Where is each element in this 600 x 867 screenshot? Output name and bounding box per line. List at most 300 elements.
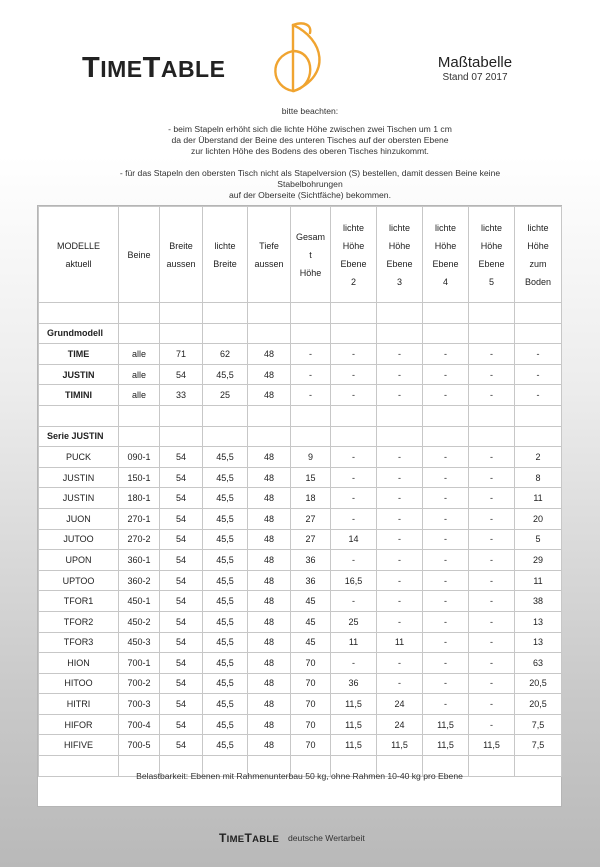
section-title: Grundmodell (39, 323, 119, 344)
table-cell: - (377, 673, 423, 694)
table-cell (377, 405, 423, 426)
model-name-cell: HITRI (39, 694, 119, 715)
model-name-cell: JUSTIN (39, 488, 119, 509)
table-cell: - (331, 467, 377, 488)
table-cell: alle (119, 364, 160, 385)
table-cell: 180-1 (119, 488, 160, 509)
table-cell: 48 (248, 673, 291, 694)
header-text: aktuell (65, 258, 92, 269)
table-row (39, 570, 562, 591)
brand-rest-2: ABLE (160, 56, 226, 82)
header-text: zum (529, 258, 547, 269)
table-cell: - (377, 508, 423, 529)
table-cell (39, 303, 119, 324)
table-cell: - (377, 344, 423, 365)
table-body (39, 303, 562, 777)
table-cell: - (423, 488, 469, 509)
table-cell (515, 426, 562, 447)
table-cell: 270-2 (119, 529, 160, 550)
table-cell: 15 (291, 467, 331, 488)
table-row (39, 508, 562, 529)
table-cell: 090-1 (119, 447, 160, 468)
table-cell: - (423, 591, 469, 612)
table-row-spacer (39, 303, 562, 324)
table-cell: - (469, 488, 515, 509)
table-cell: 11 (331, 632, 377, 653)
header-text: aussen (166, 258, 196, 269)
table-cell: 48 (248, 467, 291, 488)
table-cell: 11,5 (331, 735, 377, 756)
table-cell: - (423, 632, 469, 653)
header-cell (160, 207, 203, 303)
notes-heading: bitte beachten: (281, 106, 339, 116)
table-cell (423, 323, 469, 344)
table-cell: 48 (248, 611, 291, 632)
table-cell: 11 (515, 570, 562, 591)
table-cell: - (377, 364, 423, 385)
header-text: Höhe (434, 240, 457, 251)
table-row (39, 344, 562, 365)
table-cell (331, 405, 377, 426)
table-cell: - (331, 385, 377, 406)
brand-logo-text (82, 52, 225, 85)
table-cell: 45,5 (203, 529, 248, 550)
table-cell: 450-1 (119, 591, 160, 612)
table-cell (423, 303, 469, 324)
header-text: Beine (127, 249, 151, 260)
table-cell: - (377, 591, 423, 612)
table-cell (469, 426, 515, 447)
table-row (39, 529, 562, 550)
table-cell: 45 (291, 611, 331, 632)
table-cell: 54 (160, 735, 203, 756)
model-name-cell: TFOR2 (39, 611, 119, 632)
table-cell: - (469, 570, 515, 591)
table-cell: - (331, 550, 377, 571)
table-cell: 7,5 (515, 714, 562, 735)
table-cell: 36 (291, 570, 331, 591)
table-cell (160, 426, 203, 447)
table-cell (423, 426, 469, 447)
table-cell: - (423, 447, 469, 468)
table-cell: - (291, 344, 331, 365)
header-text: lichte (527, 222, 549, 233)
table-cell: 54 (160, 632, 203, 653)
table-cell: - (331, 591, 377, 612)
table-row (39, 550, 562, 571)
header-text: Höhe (527, 240, 549, 251)
table-cell: 63 (515, 653, 562, 674)
model-name-cell: PUCK (39, 447, 119, 468)
table-cell: - (331, 364, 377, 385)
table-cell: 45,5 (203, 632, 248, 653)
note-stacking-top: - für das Stapeln den obersten Tisch nicht als Stapelversion (S) bestellen, damit dessen Beine keine Stabelbohrungen auf der Oberseite (Sichtfäche) bekommen. (119, 168, 501, 200)
table-cell: - (469, 653, 515, 674)
table-cell (119, 426, 160, 447)
header-text: Ebene (478, 258, 505, 269)
table-cell: 11,5 (331, 694, 377, 715)
table-cell (291, 323, 331, 344)
model-name-cell: TFOR1 (39, 591, 119, 612)
brand-initial-2: T (142, 52, 161, 84)
table-cell: 48 (248, 529, 291, 550)
table-cell (119, 405, 160, 426)
table-row (39, 714, 562, 735)
table-cell: 18 (291, 488, 331, 509)
table-cell (469, 303, 515, 324)
table-cell: - (423, 673, 469, 694)
table-cell (248, 323, 291, 344)
header-text: Ebene (340, 258, 367, 269)
model-name-cell: JUSTIN (39, 364, 119, 385)
table-cell: - (469, 364, 515, 385)
header-text: Höhe (480, 240, 503, 251)
table-cell: - (423, 344, 469, 365)
table-cell: 48 (248, 694, 291, 715)
table-cell (469, 405, 515, 426)
table-cell: - (469, 591, 515, 612)
table-cell: 36 (331, 673, 377, 694)
section-title: Serie JUSTIN (39, 426, 119, 447)
table-cell (515, 323, 562, 344)
table-cell: - (469, 344, 515, 365)
model-name-cell: JUTOO (39, 529, 119, 550)
model-name-cell: UPTOO (39, 570, 119, 591)
table-cell: 45,5 (203, 570, 248, 591)
table-row (39, 735, 562, 756)
table-cell: 54 (160, 364, 203, 385)
brand-initial-1: T (82, 52, 101, 84)
header-cell (423, 207, 469, 303)
table-cell: 54 (160, 447, 203, 468)
table-cell: 54 (160, 694, 203, 715)
table-cell: 33 (160, 385, 203, 406)
table-cell: 48 (248, 550, 291, 571)
table-cell: 700-1 (119, 653, 160, 674)
table-cell: 14 (331, 529, 377, 550)
table-cell: - (423, 694, 469, 715)
table-cell: - (377, 467, 423, 488)
header-text: 4 (442, 276, 448, 287)
table-cell (291, 303, 331, 324)
table-cell (469, 323, 515, 344)
table-row (39, 447, 562, 468)
table-cell: 20,5 (515, 694, 562, 715)
table-cell: 27 (291, 529, 331, 550)
table-cell: 360-1 (119, 550, 160, 571)
table-cell: 54 (160, 570, 203, 591)
table-cell (515, 405, 562, 426)
table-cell: alle (119, 344, 160, 365)
table-cell: - (377, 529, 423, 550)
model-name-cell: HIFIVE (39, 735, 119, 756)
table-cell (331, 426, 377, 447)
table-cell: 54 (160, 467, 203, 488)
header-cell (248, 207, 291, 303)
table-cell: 45,5 (203, 508, 248, 529)
table-cell (160, 303, 203, 324)
table-cell: 11,5 (469, 735, 515, 756)
header-text: lichte (480, 222, 502, 233)
table-row (39, 632, 562, 653)
table-cell: - (377, 488, 423, 509)
footer-tagline: deutsche Wertarbeit (288, 833, 365, 843)
table-cell (377, 323, 423, 344)
table-cell: 54 (160, 488, 203, 509)
table-cell (377, 303, 423, 324)
table-cell: - (377, 570, 423, 591)
header-text: lichte (342, 222, 364, 233)
table-cell: 45,5 (203, 611, 248, 632)
table-cell: 150-1 (119, 467, 160, 488)
header-text: 3 (396, 276, 402, 287)
table-cell (377, 426, 423, 447)
header-text: lichte (434, 222, 456, 233)
table-cell (160, 405, 203, 426)
table-cell (203, 323, 248, 344)
section-row (39, 426, 562, 447)
table-cell (248, 303, 291, 324)
table-cell: 270-1 (119, 508, 160, 529)
document-title: Maßtabelle (437, 54, 513, 71)
table-cell: 450-2 (119, 611, 160, 632)
header-text: Tiefe (259, 240, 279, 251)
table-cell: - (423, 611, 469, 632)
table-cell: - (331, 508, 377, 529)
table-cell: 11,5 (377, 735, 423, 756)
table-cell: 360-2 (119, 570, 160, 591)
table-cell: 24 (377, 694, 423, 715)
model-name-cell: JUON (39, 508, 119, 529)
header-cell (291, 207, 331, 303)
table-cell: 11,5 (423, 714, 469, 735)
table-row (39, 385, 562, 406)
table-row (39, 364, 562, 385)
table-cell: 700-5 (119, 735, 160, 756)
table-cell: 54 (160, 508, 203, 529)
table-cell: 54 (160, 653, 203, 674)
table-cell: 48 (248, 632, 291, 653)
table-cell: - (469, 529, 515, 550)
table-cell: 13 (515, 632, 562, 653)
timetable-logo-icon (264, 15, 334, 95)
table-cell: 45,5 (203, 653, 248, 674)
table-cell: - (469, 673, 515, 694)
table-cell: 70 (291, 653, 331, 674)
table-cell: 25 (331, 611, 377, 632)
table-cell: 48 (248, 364, 291, 385)
table-cell: - (331, 653, 377, 674)
model-name-cell: TIME (39, 344, 119, 365)
table-cell (291, 405, 331, 426)
model-name-cell: HITOO (39, 673, 119, 694)
header-text: Höhe (342, 240, 365, 251)
table-cell: 45 (291, 591, 331, 612)
table-cell: - (331, 447, 377, 468)
table-cell: 45,5 (203, 591, 248, 612)
table-cell: - (469, 694, 515, 715)
table-cell: - (515, 385, 562, 406)
table-cell: 70 (291, 714, 331, 735)
model-name-cell: TIMINI (39, 385, 119, 406)
table-cell: 45,5 (203, 488, 248, 509)
table-cell: 70 (291, 735, 331, 756)
table-cell: 48 (248, 714, 291, 735)
table-cell: 62 (203, 344, 248, 365)
table-row (39, 488, 562, 509)
table-cell: 700-3 (119, 694, 160, 715)
table-row (39, 653, 562, 674)
header-text: Breite (169, 240, 193, 251)
table-cell: 45,5 (203, 447, 248, 468)
document-date: Stand 07 2017 (442, 72, 508, 83)
table-cell: 20 (515, 508, 562, 529)
table-cell: 700-4 (119, 714, 160, 735)
table-cell: 2 (515, 447, 562, 468)
model-name-cell: TFOR3 (39, 632, 119, 653)
model-name-cell: JUSTIN (39, 467, 119, 488)
table-cell: 48 (248, 488, 291, 509)
table-cell: 71 (160, 344, 203, 365)
header-text: Ebene (432, 258, 459, 269)
header-cell (203, 207, 248, 303)
header-text: 5 (488, 276, 494, 287)
table-cell: - (423, 385, 469, 406)
table-cell: - (423, 529, 469, 550)
model-name-cell: HIFOR (39, 714, 119, 735)
table-cell (515, 303, 562, 324)
table-cell: - (423, 570, 469, 591)
model-name-cell: HION (39, 653, 119, 674)
table-cell: 45,5 (203, 694, 248, 715)
table-cell (160, 323, 203, 344)
table-cell (203, 303, 248, 324)
header-text: lichte (214, 240, 236, 251)
brand-rest-1: IME (100, 56, 143, 82)
table-cell: 11,5 (423, 735, 469, 756)
dimension-table (38, 206, 562, 777)
table-cell: 29 (515, 550, 562, 571)
table-cell: - (331, 488, 377, 509)
header-text: aussen (254, 258, 284, 269)
table-cell: 48 (248, 344, 291, 365)
table-cell: 38 (515, 591, 562, 612)
table-cell: - (423, 508, 469, 529)
table-cell (39, 405, 119, 426)
header-cell (331, 207, 377, 303)
table-cell: 25 (203, 385, 248, 406)
table-cell: 48 (248, 591, 291, 612)
table-cell: - (331, 344, 377, 365)
header-text: 2 (350, 276, 356, 287)
table-cell: 45,5 (203, 673, 248, 694)
table-cell: 11 (515, 488, 562, 509)
table-cell (119, 303, 160, 324)
table-cell: 54 (160, 714, 203, 735)
header-text: Höhe (299, 267, 322, 278)
table-cell: - (469, 714, 515, 735)
table-cell: 36 (291, 550, 331, 571)
table-cell: 11 (377, 632, 423, 653)
table-cell: - (377, 385, 423, 406)
header-cell (119, 207, 160, 303)
table-cell: 48 (248, 735, 291, 756)
table-row (39, 694, 562, 715)
header-cell (515, 207, 562, 303)
load-capacity-note: Belastbarkeit: Ebenen mit Rahmenunterbau 50 kg, ohne Rahmen 10-40 kg pro Ebene (136, 771, 463, 781)
table-cell: 16,5 (331, 570, 377, 591)
table-cell: 7,5 (515, 735, 562, 756)
header-text: Boden (524, 276, 552, 287)
table-cell: 11,5 (331, 714, 377, 735)
table-cell: 45,5 (203, 550, 248, 571)
table-cell: 48 (248, 570, 291, 591)
table-cell: - (469, 447, 515, 468)
table-row-spacer (39, 405, 562, 426)
table-cell: - (469, 611, 515, 632)
header-text: lichte (388, 222, 410, 233)
table-cell: 8 (515, 467, 562, 488)
table-cell: - (291, 385, 331, 406)
table-cell (203, 426, 248, 447)
table-cell: - (515, 344, 562, 365)
table-cell: 45,5 (203, 467, 248, 488)
footer-brand: TIMETABLE (219, 831, 280, 845)
table-cell: 27 (291, 508, 331, 529)
table-cell (248, 405, 291, 426)
table-cell: 45,5 (203, 714, 248, 735)
table-cell (331, 323, 377, 344)
table-cell: 54 (160, 529, 203, 550)
table-row (39, 611, 562, 632)
table-cell: - (469, 508, 515, 529)
table-cell: 9 (291, 447, 331, 468)
table-cell: - (469, 632, 515, 653)
table-row (39, 467, 562, 488)
table-cell: 24 (377, 714, 423, 735)
table-cell: 54 (160, 550, 203, 571)
section-row (39, 323, 562, 344)
table-cell: 70 (291, 673, 331, 694)
header-cell (377, 207, 423, 303)
table-cell: 20,5 (515, 673, 562, 694)
table-cell: - (423, 653, 469, 674)
table-header-row (39, 207, 562, 303)
table-cell: - (469, 467, 515, 488)
table-cell: 54 (160, 673, 203, 694)
table-cell: - (377, 611, 423, 632)
table-cell: 45,5 (203, 735, 248, 756)
table-cell: - (377, 550, 423, 571)
table-cell: 45 (291, 632, 331, 653)
table-cell: 48 (248, 447, 291, 468)
table-cell: - (469, 550, 515, 571)
table-cell: - (291, 364, 331, 385)
table-cell (331, 303, 377, 324)
table-cell: - (423, 550, 469, 571)
table-cell (291, 426, 331, 447)
table-cell: - (377, 653, 423, 674)
table-cell (248, 426, 291, 447)
header-text: Höhe (388, 240, 411, 251)
table-frame (37, 205, 562, 807)
table-cell: 48 (248, 385, 291, 406)
table-cell: 70 (291, 694, 331, 715)
header-text: Gesam (295, 231, 325, 242)
model-name-cell: UPON (39, 550, 119, 571)
header-text: Ebene (386, 258, 413, 269)
table-cell: 700-2 (119, 673, 160, 694)
